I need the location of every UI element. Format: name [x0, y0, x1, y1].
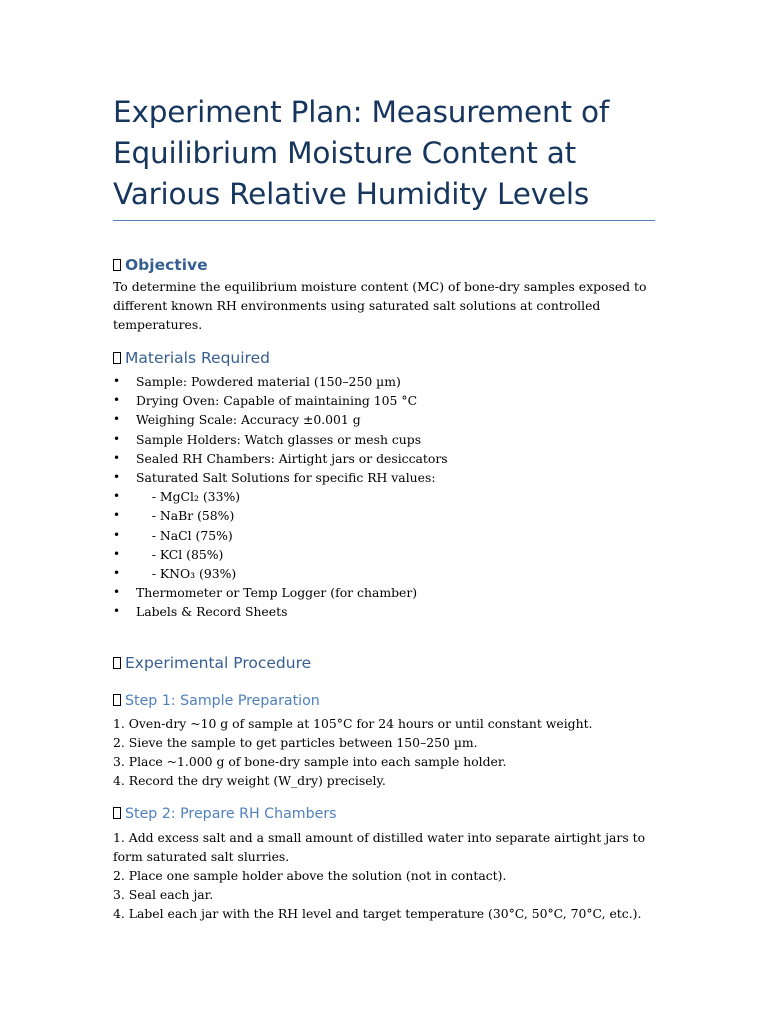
- list-item: • - KNO₃ (93%): [113, 564, 448, 583]
- list-item: 1. Add excess salt and a small amount of distilled water into separate airtight jars to form saturated salt slurries.: [113, 830, 646, 864]
- list-item: • - MgCl₂ (33%): [113, 487, 448, 506]
- bullet: •: [113, 374, 121, 388]
- missing-glyph-box-icon: [113, 807, 121, 819]
- bullet: •: [113, 469, 121, 484]
- materials-list: [113, 372, 448, 621]
- list-item: 2. Place one sample holder above the solution (not in contact).: [113, 868, 507, 883]
- bullet: •: [113, 508, 121, 523]
- bullet: •: [113, 546, 121, 561]
- list-item: • - NaBr (58%): [113, 506, 448, 525]
- step1-heading: [113, 693, 320, 709]
- list-item: • Weighing Scale: Accuracy ±0.001 g: [113, 410, 448, 429]
- list-item: • Thermometer or Temp Logger (for chamber): [113, 583, 448, 602]
- list-item: 2. Sieve the sample to get particles between 150–250 µm.: [113, 735, 478, 750]
- step2-heading-text: Step 2: Prepare RH Chambers: [125, 806, 337, 822]
- list-item: 3. Place ~1.000 g of bone-dry sample into each sample holder.: [113, 754, 507, 769]
- missing-glyph-box-icon: [113, 657, 121, 669]
- bullet: •: [113, 450, 121, 465]
- list-item: • Labels & Record Sheets: [113, 602, 448, 621]
- list-item: • Sealed RH Chambers: Airtight jars or desiccators: [113, 449, 448, 468]
- title-underline: [113, 220, 655, 221]
- bullet: •: [113, 565, 121, 580]
- list-item: 4. Label each jar with the RH level and target temperature (30°C, 50°C, 70°C, etc.).: [113, 906, 642, 921]
- document-title: Experiment Plan: Measurement of Equilibrium Moisture Content at Various Relative Humidity Levels: [113, 95, 610, 211]
- list-item: 1. Oven-dry ~10 g of sample at 105°C for 24 hours or until constant weight.: [113, 716, 593, 731]
- bullet: •: [113, 431, 121, 446]
- list-item: • Drying Oven: Capable of maintaining 105 °C: [113, 391, 448, 410]
- list-item: • Saturated Salt Solutions for specific RH values:: [113, 468, 448, 487]
- bullet: •: [113, 527, 121, 542]
- list-item: • - KCl (85%): [113, 545, 448, 564]
- procedure-heading: [113, 654, 311, 672]
- objective-heading-text: Objective: [125, 256, 208, 274]
- list-item: 3. Seal each jar.: [113, 887, 214, 902]
- materials-heading-text: Materials Required: [125, 349, 270, 367]
- procedure-heading-text: Experimental Procedure: [125, 654, 312, 672]
- step1-list: [113, 714, 673, 790]
- bullet: •: [113, 489, 121, 504]
- list-item: • Sample: Powdered material (150–250 µm): [113, 372, 448, 391]
- missing-glyph-box-icon: [113, 352, 121, 364]
- bullet: •: [113, 585, 121, 600]
- materials-heading: [113, 349, 270, 367]
- list-item: • Sample Holders: Watch glasses or mesh cups: [113, 430, 448, 449]
- missing-glyph-box-icon: [113, 259, 121, 271]
- list-item: 4. Record the dry weight (W_dry) precisely.: [113, 773, 386, 788]
- objective-heading: [113, 256, 208, 274]
- step2-list: [113, 828, 673, 923]
- objective-text: To determine the equilibrium moisture content (MC) of bone-dry samples exposed to different known RH environments using saturated salt solutions at controlled temperatures.: [113, 279, 647, 332]
- list-item: • - NaCl (75%): [113, 526, 448, 545]
- bullet: •: [113, 393, 121, 408]
- missing-glyph-box-icon: [113, 694, 121, 706]
- step1-heading-text: Step 1: Sample Preparation: [125, 693, 320, 709]
- bullet: •: [113, 412, 121, 427]
- step2-heading: [113, 806, 337, 822]
- bullet: •: [113, 604, 121, 619]
